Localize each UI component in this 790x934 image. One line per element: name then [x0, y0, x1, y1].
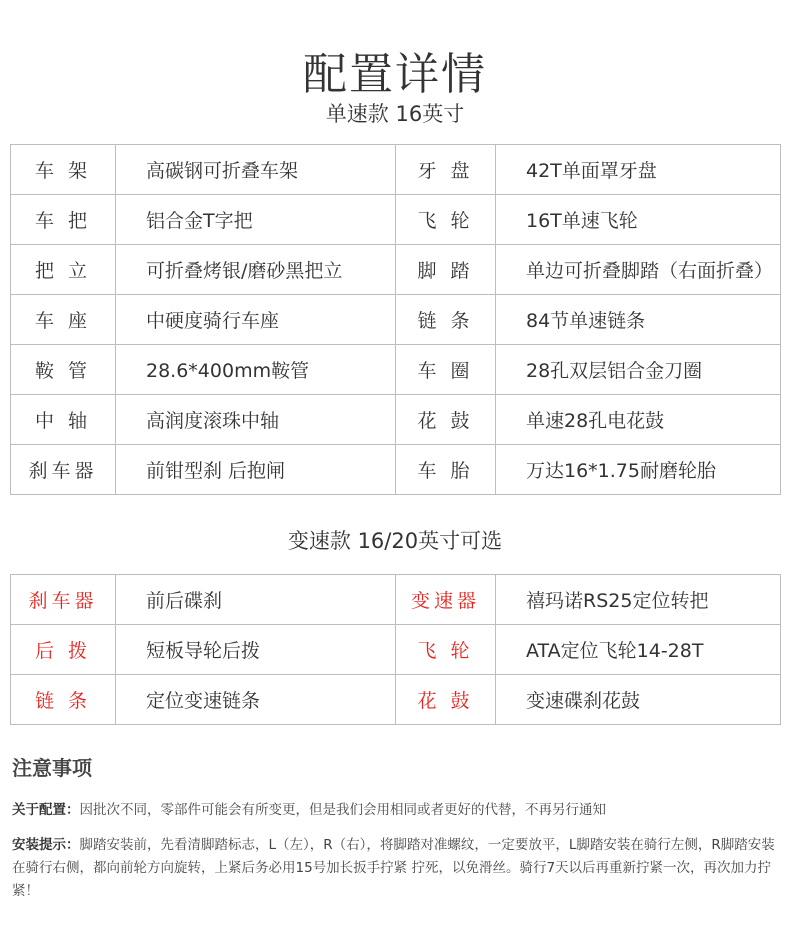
- spec-value: 84节单速链条: [496, 295, 781, 345]
- spec-value: 可折叠烤银/磨砂黑把立: [116, 245, 396, 295]
- spec-label: 刹车器: [11, 445, 116, 495]
- spec-value: 变速碟刹花鼓: [496, 675, 781, 725]
- spec-label: 脚 踏: [396, 245, 496, 295]
- spec-value: 28.6*400mm鞍管: [116, 345, 396, 395]
- spec-row: [11, 345, 781, 395]
- spec-value: 高碳钢可折叠车架: [116, 145, 396, 195]
- spec-row: [11, 625, 781, 675]
- notes-title: 注意事项: [12, 756, 92, 780]
- spec-value: 前钳型刹 后抱闸: [116, 445, 396, 495]
- spec-label: 链 条: [11, 675, 116, 725]
- spec-value: 单边可折叠脚踏（右面折叠）: [496, 245, 781, 295]
- spec-value: 单速28孔电花鼓: [496, 395, 781, 445]
- spec-value: 16T单速飞轮: [496, 195, 781, 245]
- spec-label: 车 架: [11, 145, 116, 195]
- spec-row: [11, 575, 781, 625]
- spec-row: [11, 295, 781, 345]
- spec-label: 飞 轮: [396, 195, 496, 245]
- spec-value: 万达16*1.75耐磨轮胎: [496, 445, 781, 495]
- install-note-label: 安装提示：: [12, 837, 80, 853]
- spec-value: 前后碟刹: [116, 575, 396, 625]
- config-note: [12, 799, 782, 822]
- spec-row: [11, 245, 781, 295]
- spec-label: 刹车器: [11, 575, 116, 625]
- spec-label: 花 鼓: [396, 395, 496, 445]
- spec-label: 飞 轮: [396, 625, 496, 675]
- config-note-text: 因批次不同，零部件可能会有所变更，但是我们会用相同或者更好的代替，不再另行通知: [79, 802, 606, 818]
- spec-label: 后 拨: [11, 625, 116, 675]
- install-note: [12, 834, 782, 903]
- spec-value: 禧玛诺RS25定位转把: [496, 575, 781, 625]
- spec-label: 链 条: [396, 295, 496, 345]
- spec-label: 车 座: [11, 295, 116, 345]
- spec-row: [11, 195, 781, 245]
- spec-row: [11, 395, 781, 445]
- install-note-text: 脚踏安装前，先看清脚踏标志，L（左），R（右），将脚踏对准螺纹，一定要放平，L脚踏安装在骑行左侧，R脚踏安装在骑行右侧，都向前轮方向旋转，上紧后务必用15号加长扳手拧紧 拧死，以免滑丝。骑行7天以后再重新拧紧一次，再次加力拧紧！: [12, 837, 775, 899]
- spec-value: 定位变速链条: [116, 675, 396, 725]
- spec-value: 高润度滚珠中轴: [116, 395, 396, 445]
- spec-label: 变速器: [396, 575, 496, 625]
- spec-value: 中硬度骑行车座: [116, 295, 396, 345]
- spec-label: 中 轴: [11, 395, 116, 445]
- variable-speed-subtitle: 变速款 16/20英寸可选: [287, 529, 503, 553]
- spec-row: [11, 145, 781, 195]
- spec-label: 花 鼓: [396, 675, 496, 725]
- config-note-label: 关于配置：: [12, 802, 80, 818]
- spec-label: 鞍 管: [11, 345, 116, 395]
- page-title: 配置详情: [303, 49, 487, 100]
- spec-value: 42T单面罩牙盘: [496, 145, 781, 195]
- spec-row: [11, 445, 781, 495]
- spec-label: 车 把: [11, 195, 116, 245]
- spec-value: 28孔双层铝合金刀圈: [496, 345, 781, 395]
- spec-label: 车 圈: [396, 345, 496, 395]
- spec-label: 车 胎: [396, 445, 496, 495]
- variable-speed-spec-table: [10, 574, 781, 725]
- spec-row: [11, 675, 781, 725]
- spec-label: 把 立: [11, 245, 116, 295]
- spec-value: ATA定位飞轮14-28T: [496, 625, 781, 675]
- spec-label: 牙 盘: [396, 145, 496, 195]
- single-speed-spec-table: [10, 144, 781, 495]
- spec-value: 铝合金T字把: [116, 195, 396, 245]
- notes-section: [12, 752, 782, 915]
- single-speed-subtitle: 单速款 16英寸: [325, 102, 465, 126]
- spec-value: 短板导轮后拨: [116, 625, 396, 675]
